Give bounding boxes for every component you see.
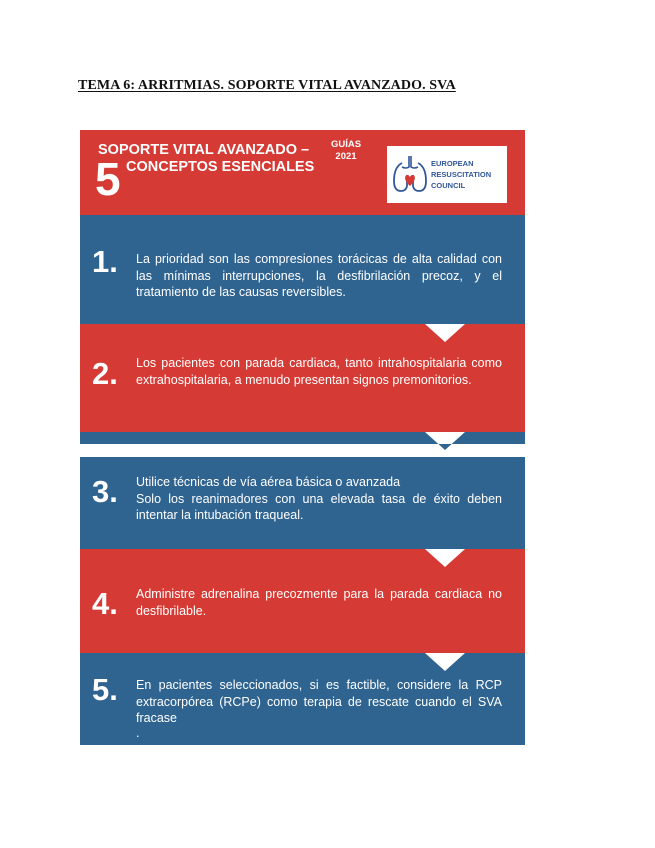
step-4-text: Administre adrenalina precozmente para la parada cardiaca no desfibrilable. — [136, 587, 502, 618]
step-5 — [80, 653, 525, 745]
step-1 — [80, 215, 525, 324]
step-2-text: Los pacientes con parada cardiaca, tanto intrahospitalaria como extrahospitalaria, a menudo presentan signos premonitorios. — [136, 356, 502, 387]
step-1-number: 1. — [92, 244, 118, 279]
step-5-trailing: . — [136, 725, 140, 740]
guidelines-badge — [314, 139, 378, 163]
step-3-line-2: Solo los reanimadores con una elevada tasa de éxito deben intentar la intubación traqueal. — [136, 491, 502, 522]
step-3-line-1: Utilice técnicas de vía aérea básica o avanzada — [136, 475, 401, 489]
step-2-number: 2. — [92, 356, 118, 391]
step-4-number: 4. — [92, 586, 118, 621]
step-3-number: 3. — [92, 474, 118, 509]
logo-line-1: EUROPEAN — [431, 159, 474, 168]
step-5-text: En pacientes seleccionados, si es factible, considere la RCP extracorpórea (RCPe) como terapia de rescate cuando el SVA fracase — [136, 678, 502, 725]
lungs-heart-icon — [392, 153, 428, 195]
logo-text — [431, 158, 491, 191]
header-title: SOPORTE VITAL AVANZADO – — [98, 142, 310, 158]
header-number: 5 — [95, 153, 121, 205]
step-3 — [80, 457, 525, 549]
header-subtitle: CONCEPTOS ESENCIALES — [126, 159, 315, 175]
erc-logo — [387, 146, 507, 203]
logo-line-2: RESUSCITATION — [431, 170, 492, 179]
band-2-strip — [80, 432, 525, 450]
step-4 — [80, 549, 525, 653]
sva-infographic — [80, 130, 525, 745]
step-2 — [80, 324, 525, 432]
step-5-text-block — [136, 677, 502, 739]
step-5-number: 5. — [92, 672, 118, 707]
step-1-text: La prioridad son las compresiones torácicas de alta calidad con las mínimas interrupciones, la desfibrilación precoz, y el tratamiento de las causas reversibles. — [136, 252, 502, 299]
infographic-header — [80, 130, 525, 215]
step-3-text — [136, 474, 502, 524]
page-heading: TEMA 6: ARRITMIAS. SOPORTE VITAL AVANZADO. SVA — [78, 78, 456, 93]
badge-line-1: GUÍAS — [330, 139, 362, 150]
badge-line-2: 2021 — [335, 151, 357, 162]
logo-line-3: COUNCIL — [431, 181, 466, 190]
